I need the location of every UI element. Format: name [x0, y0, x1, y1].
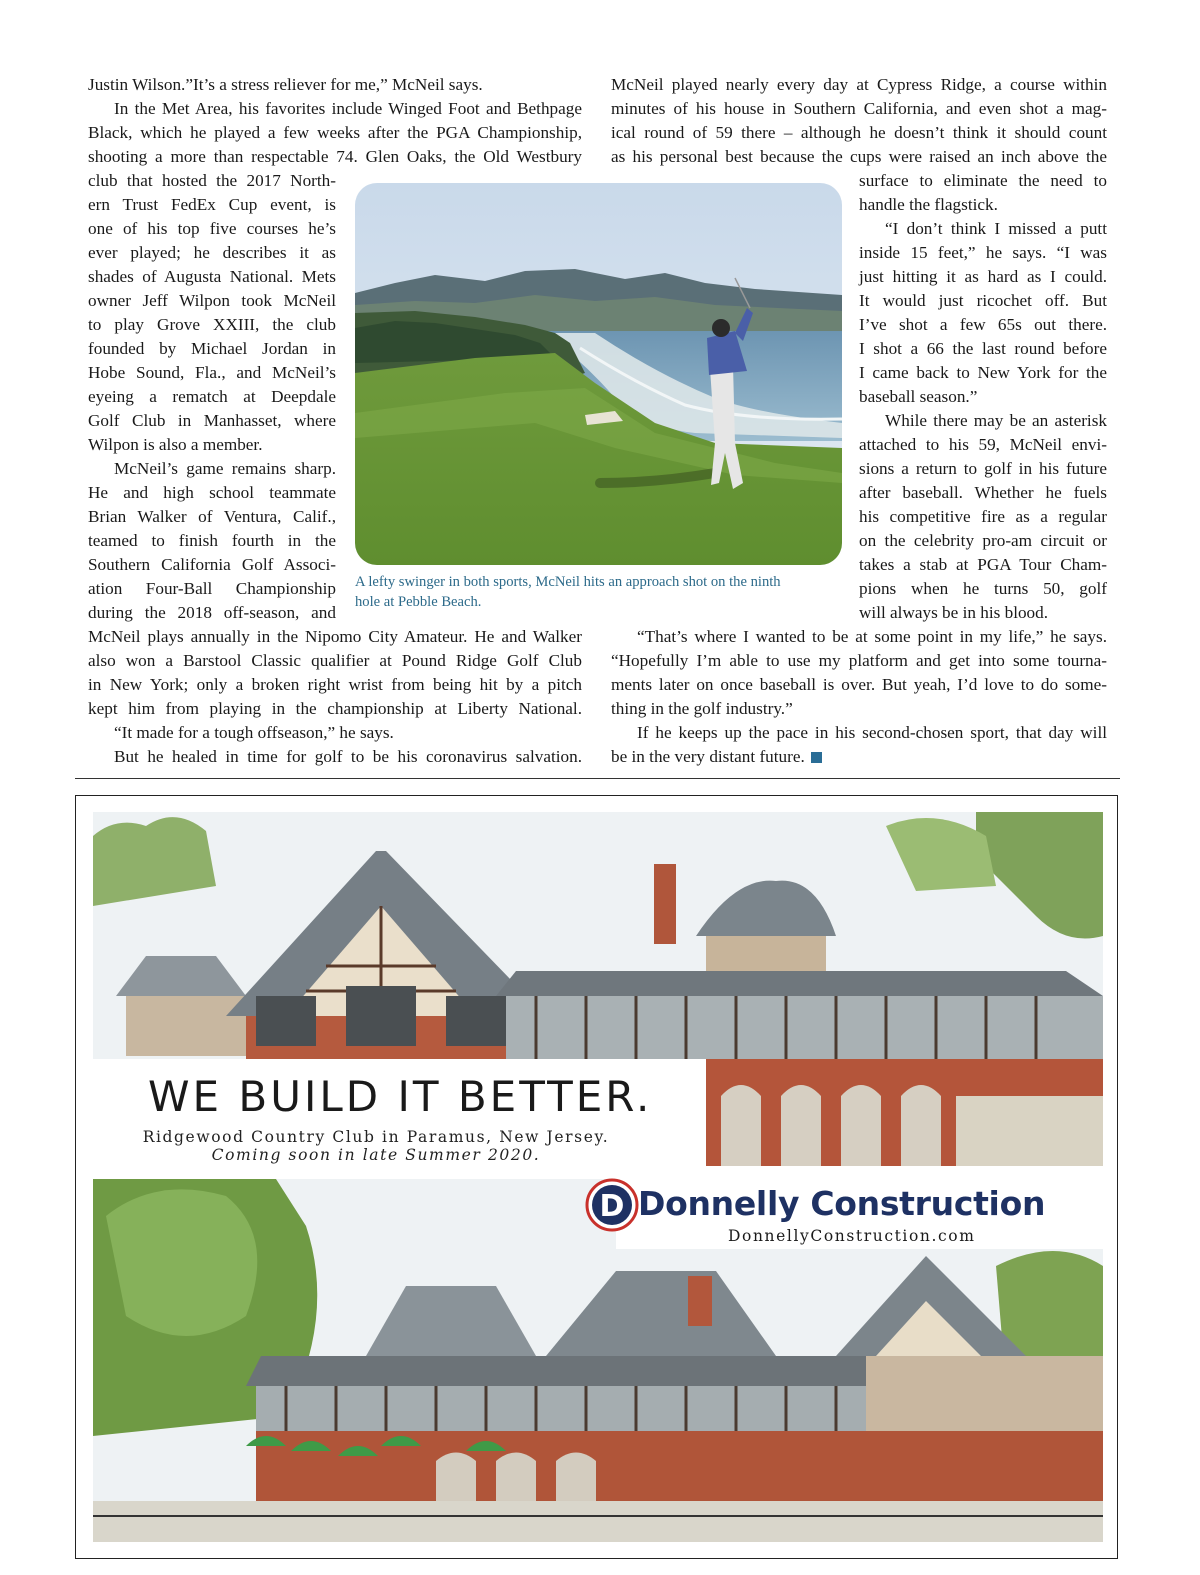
right-top-line: minutes of his house in Southern California, and even shot a mag- [611, 99, 1107, 118]
golf-photo [355, 183, 842, 565]
right-narrow-line: While there may be an asterisk [885, 411, 1107, 430]
right-narrow-line: attached to his 59, McNeil envi- [859, 435, 1107, 454]
left-bottom-line: also won a Barstool Classic qualifier at Pound Ridge Golf Club [88, 651, 582, 670]
right-bottom-line: “Hopefully I’m able to use my platform and get into some tourna- [611, 651, 1107, 670]
right-narrow-line: on the celebrity pro-am circuit or [859, 531, 1107, 550]
right-narrow-line: inside 15 feet,” he says. “I was [859, 243, 1107, 262]
right-narrow-line: It would just ricochet off. But [859, 291, 1107, 310]
left-narrow-line: during the 2018 off-season, and [88, 603, 336, 622]
right-narrow-line: “I don’t think I missed a putt [885, 219, 1107, 238]
right-narrow-line: after baseball. Whether he fuels [859, 483, 1107, 502]
left-narrow-line: owner Jeff Wilpon took McNeil [88, 291, 336, 310]
clubhouse-illustration [76, 796, 1118, 1559]
right-bottom-line: If he keeps up the pace in his second-chosen sport, that day will [637, 723, 1107, 742]
left-narrow-line: Brian Walker of Ventura, Calif., [88, 507, 336, 526]
right-narrow-line: I came back to New York for the [859, 363, 1107, 382]
right-narrow-line: takes a stab at PGA Tour Cham- [859, 555, 1107, 574]
photo-caption [355, 572, 845, 612]
right-narrow-line: his competitive fire as a regular [859, 507, 1107, 526]
right-narrow-line: pions when he turns 50, golf [859, 579, 1107, 598]
right-top-line: McNeil played nearly every day at Cypress Ridge, a course within [611, 75, 1107, 94]
caption-line: hole at Pebble Beach. [355, 594, 482, 610]
left-narrow-line: founded by Michael Jordan in [88, 339, 336, 358]
right-last-line [611, 745, 1107, 769]
left-narrow-line: teamed to finish fourth in the [88, 531, 336, 550]
right-bottom-line: be in the very distant future. [611, 747, 805, 766]
right-narrow-line: baseball season.” [859, 387, 978, 406]
right-bottom-line: thing in the golf industry.” [611, 699, 793, 718]
right-narrow-line: will always be in his blood. [859, 603, 1049, 622]
left-narrow-line: to play Grove XXIII, the club [88, 315, 336, 334]
left-narrow-line: Hobe Sound, Fla., and McNeil’s [88, 363, 336, 382]
caption-line: A lefty swinger in both sports, McNeil hits an approach shot on the ninth [355, 574, 781, 590]
left-narrow-line: Golf Club in Manhasset, where [88, 411, 336, 430]
left-narrow-line: ever played; he describes it as [88, 243, 336, 262]
right-bottom-line: ments later on once baseball is over. But yeah, I’d love to do some- [611, 675, 1107, 694]
ad-headline: WE BUILD IT BETTER. [148, 1072, 653, 1121]
left-narrow-line: one of his top five courses he’s [88, 219, 336, 238]
left-para-1-line-1: Justin Wilson.”It’s a stress reliever for me,” McNeil says. [88, 75, 483, 94]
left-narrow-line: Wilpon is also a member. [88, 435, 263, 454]
right-narrow-line: I’ve shot a few 65s out there. [859, 315, 1107, 334]
right-bottom-line: “That’s where I wanted to be at some point in my life,” he says. [637, 627, 1107, 646]
left-bottom-line: in New York; only a broken right wrist from being hit by a pitch [88, 675, 582, 694]
right-top-line: as his personal best because the cups were raised an inch above the [611, 147, 1107, 166]
left-para-2-line-1: In the Met Area, his favorites include Winged Foot and Bethpage [114, 99, 582, 118]
left-para-2-line-3: shooting a more than respectable 74. Glen Oaks, the Old Westbury [88, 147, 582, 166]
left-para-2-line-2: Black, which he played a few weeks after the PGA Championship, [88, 123, 582, 142]
logo-letter: D [599, 1189, 625, 1224]
section-divider [75, 778, 1120, 779]
left-narrow-line: club that hosted the 2017 North- [88, 171, 336, 190]
right-narrow-line: sions a return to golf in his future [859, 459, 1107, 478]
left-narrow-line: McNeil’s game remains sharp. [114, 459, 336, 478]
left-bottom-line: kept him from playing in the championship at Liberty National. [88, 699, 582, 718]
right-narrow-line: surface to eliminate the need to [859, 171, 1107, 190]
left-narrow-line: ern Trust FedEx Cup event, is [88, 195, 336, 214]
right-narrow-line: handle the flagstick. [859, 195, 998, 214]
left-narrow-line: Southern California Golf Associ- [88, 555, 336, 574]
ad-subline-location: Ridgewood Country Club in Paramus, New Jersey. [142, 1128, 610, 1146]
ad-subline-date: Coming soon in late Summer 2020. [211, 1146, 541, 1164]
right-top-line: ical round of 59 there – although he doesn’t think it should count [611, 123, 1107, 142]
right-narrow-line: just hitting it as hard as I could. [859, 267, 1107, 286]
left-narrow-line: He and high school teammate [88, 483, 336, 502]
left-bottom-line: But he healed in time for golf to be his coronavirus salvation. [114, 747, 582, 766]
left-bottom-line: McNeil plays annually in the Nipomo City Amateur. He and Walker [88, 627, 582, 646]
left-bottom-line: “It made for a tough offseason,” he says. [114, 723, 394, 742]
left-narrow-line: shades of Augusta National. Mets [88, 267, 336, 286]
donnelly-advertisement [75, 795, 1118, 1559]
end-of-article-mark [811, 752, 822, 763]
left-narrow-line: eyeing a rematch at Deepdale [88, 387, 336, 406]
left-narrow-line: ation Four-Ball Championship [88, 579, 336, 598]
brand-url: DonnellyConstruction.com [728, 1227, 976, 1245]
brand-name: Donnelly Construction [638, 1184, 1046, 1223]
right-narrow-line: I shot a 66 the last round before [859, 339, 1107, 358]
